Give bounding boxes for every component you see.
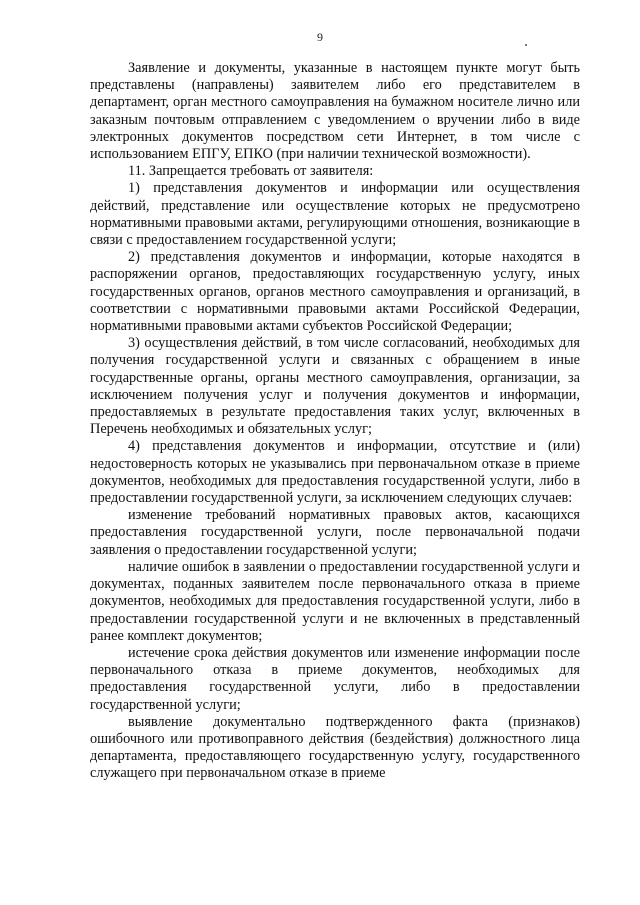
paragraph-exception-errors: наличие ошибок в заявлении о предоставлении государственной услуги и документах, поданных заявителем после первоначального отказа в приеме документов, необходимых для предоставления государственной услуги, либо в предоставлении государственной услуги и не включенных в представленный ранее комплект документов;: [90, 558, 580, 644]
paragraph-item-11-heading: 11. Запрещается требовать от заявителя:: [128, 163, 374, 180]
paragraph-exception-expiry: истечение срока действия документов или изменение информации после первоначального отказа в приеме документов, необходимых для предоставления государственной услуги, либо в предоставлении государственной услуги;: [90, 644, 580, 713]
paragraph-prohibition-1: 1) представления документов и информации или осуществления действий, представление или осуществление которых не предусмотрено нормативными правовыми актами, регулирующими отношения, возникающие в связи с предоставлением государственной услуги;: [90, 180, 580, 249]
scan-dot-mark: [525, 44, 527, 46]
page-number: 9: [317, 30, 323, 44]
paragraph-exception-requirements-change: изменение требований нормативных правовых актов, касающихся предоставления государственной услуги, после первоначальной подачи заявления о предоставлении государственной услуги;: [90, 507, 580, 558]
paragraph-submission-methods: Заявление и документы, указанные в настоящем пункте могут быть представлены (направлены) заявителем либо его представителем в департамент, орган местного самоуправления на бумажном носителе лично или заказным почтовым отправлением с уведомлением о вручении либо в виде электронных документов посредством сети Интернет, в том числе с использованием ЕПГУ, ЕПКО (при наличии технической возможности).: [90, 60, 580, 163]
document-body: [90, 60, 580, 783]
paragraph-prohibition-4: 4) представления документов и информации, отсутствие и (или) недостоверность которых не указывались при первоначальном отказе в приеме документов, необходимых для предоставления государственной услуги, либо в предоставлении государственной услуги, за исключением следующих случаев:: [90, 438, 580, 507]
paragraph-exception-wrongful-action: выявление документально подтвержденного факта (признаков) ошибочного или противоправного действия (бездействия) должностного лица департамента, предоставляющего государственную услугу, государственного служащего при первоначальном отказе в приеме: [90, 713, 580, 782]
paragraph-prohibition-2: 2) представления документов и информации, которые находятся в распоряжении органов, предоставляющих государственную услугу, иных государственных органов, органов местного самоуправления и организаций, в соответствии с нормативными правовыми актами Российской Федерации, нормативными правовыми актами субъектов Российской Федерации;: [90, 249, 580, 335]
paragraph-prohibition-3: 3) осуществления действий, в том числе согласований, необходимых для получения государственной услуги и связанных с обращением в иные государственные органы, органы местного самоуправления, организации, за исключением получения услуг и получения документов и информации, предоставляемых в результате предоставления таких услуг, включенных в Перечень необходимых и обязательных услуг;: [90, 335, 580, 438]
